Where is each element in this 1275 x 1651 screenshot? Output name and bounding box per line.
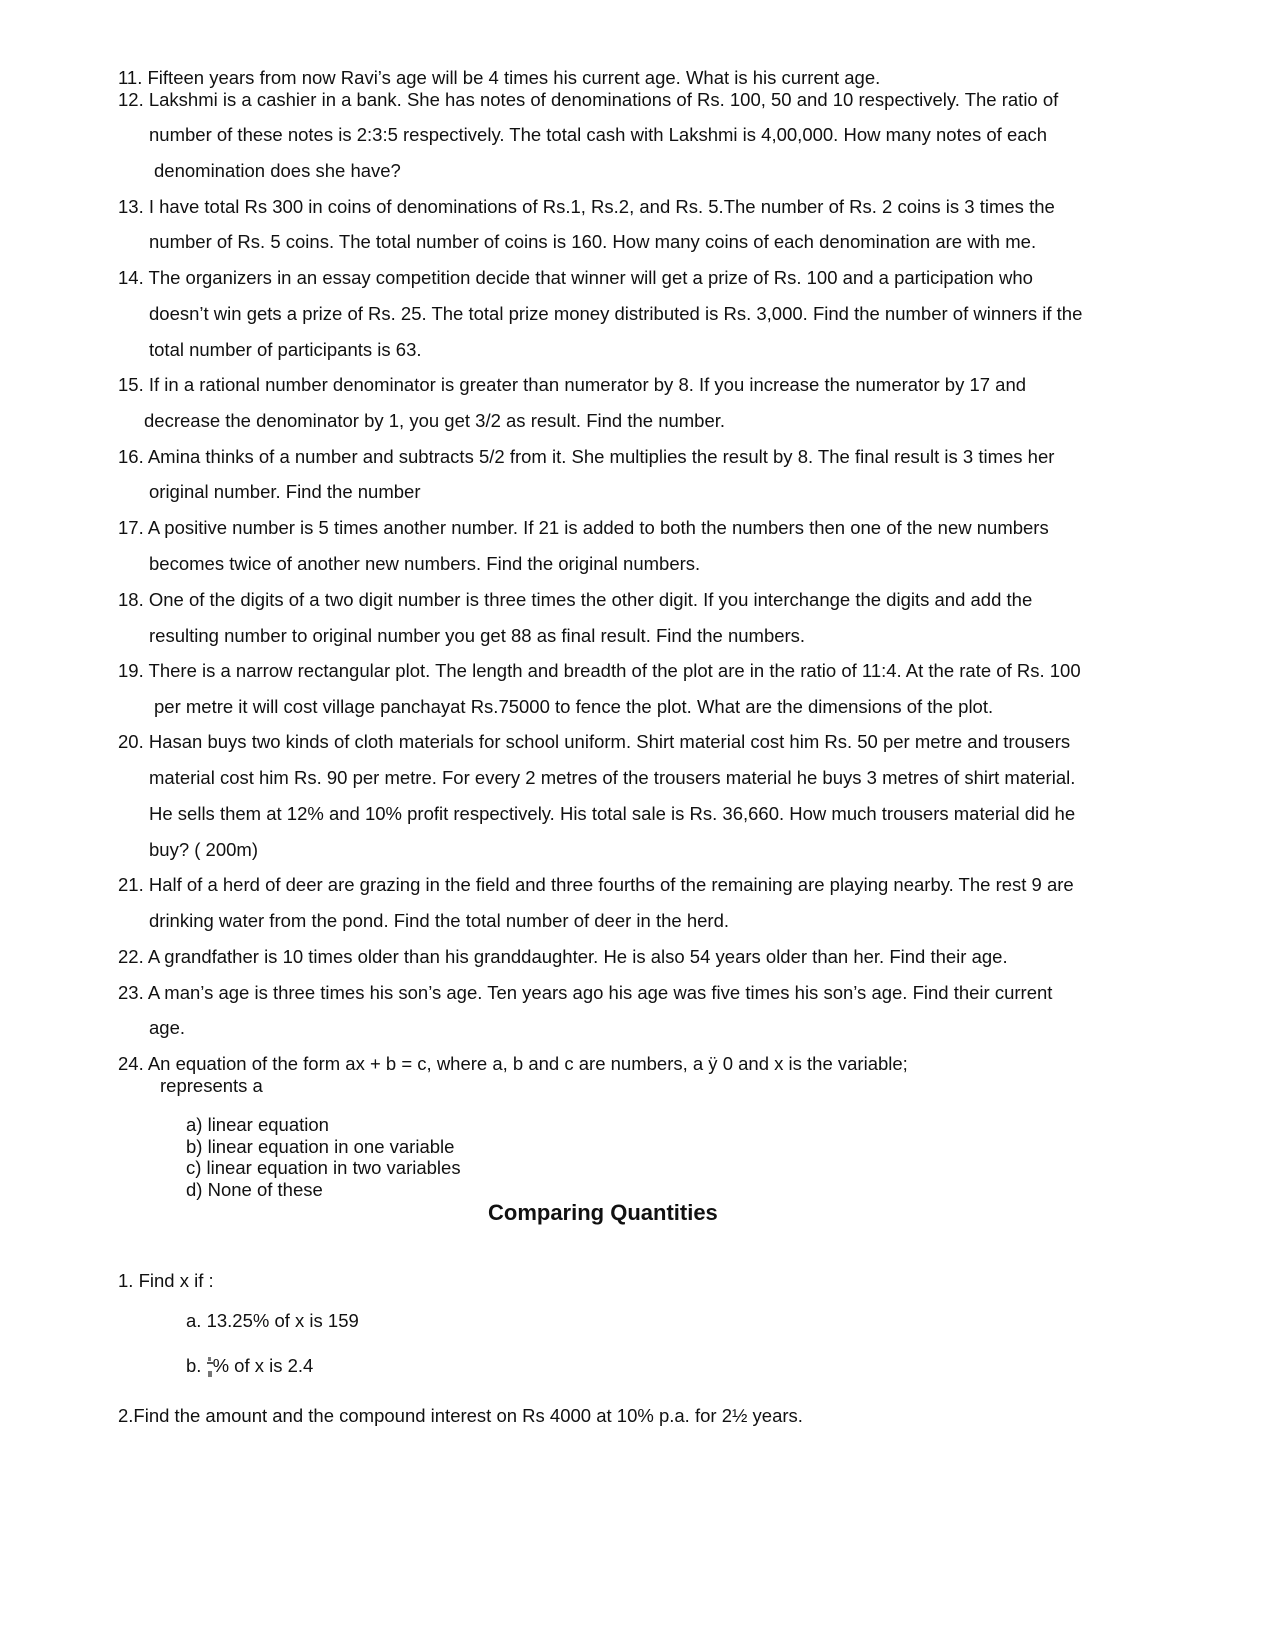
question-20 (118, 731, 1070, 753)
question-15 (118, 374, 1026, 396)
question-number: 22. (118, 946, 144, 967)
question-number: 11. (118, 67, 143, 88)
question-text: Hasan buys two kinds of cloth materials for school uniform. Shirt material cost him Rs. 50 per metre and trousers (148, 731, 1071, 752)
cq-question-1-part-b (186, 1354, 313, 1380)
question-12-line-3: denomination does she have? (154, 160, 401, 181)
question-number: 20. (118, 731, 144, 752)
cq-question-1: 1. Find x if : (118, 1270, 214, 1291)
question-number: 12. (118, 89, 144, 110)
question-16 (118, 446, 1054, 468)
section-title: Comparing Quantities (488, 1200, 718, 1225)
question-text: There is a narrow rectangular plot. The length and breadth of the plot are in the ratio of 11:4. At the rate of Rs. 100 (148, 660, 1081, 681)
question-18 (118, 589, 1032, 611)
question-13 (118, 196, 1055, 218)
option-d: d) None of these (186, 1179, 323, 1200)
question-number: 19. (118, 660, 144, 681)
question-15-line-2: decrease the denominator by 1, you get 3/2 as result. Find the number. (144, 410, 726, 431)
question-16-line-2: original number. Find the number (149, 481, 421, 502)
question-20-line-2: material cost him Rs. 90 per metre. For every 2 metres of the trousers material he buys 3 metres of shirt material. (149, 767, 1076, 788)
question-21-line-2: drinking water from the pond. Find the total number of deer in the herd. (149, 910, 729, 931)
question-text: A man’s age is three times his son’s age. Ten years ago his age was five times his son’s age. Find their current (147, 982, 1053, 1003)
question-text: An equation of the form ax + b = c, where a, b and c are numbers, a ÿ 0 and x is the variable; (147, 1053, 908, 1074)
question-number: 18. (118, 589, 144, 610)
question-14-line-3: total number of participants is 63. (149, 339, 422, 360)
question-21 (118, 874, 1074, 896)
question-23-line-2: age. (149, 1017, 186, 1038)
cq-question-1-part-a: a. 13.25% of x is 159 (186, 1310, 359, 1331)
question-24-line-2: represents a (160, 1075, 263, 1096)
question-19-line-2: per metre it will cost village panchayat Rs.75000 to fence the plot. What are the dimensions of the plot. (154, 696, 994, 717)
question-17-line-2: becomes twice of another new numbers. Find the original numbers. (149, 553, 701, 574)
question-number: 16. (118, 446, 144, 467)
question-22 (118, 946, 1008, 968)
option-a: a) linear equation (186, 1114, 329, 1135)
part-b-label: b. (186, 1355, 202, 1376)
question-19 (118, 660, 1081, 682)
question-text: A positive number is 5 times another number. If 21 is added to both the numbers then one of the new numbers (147, 517, 1049, 538)
question-24 (118, 1053, 908, 1075)
question-14-line-2: doesn’t win gets a prize of Rs. 25. The total prize money distributed is Rs. 3,000. Find the number of winners if the (149, 303, 1083, 324)
question-17 (118, 517, 1049, 539)
question-text: Fifteen years from now Ravi’s age will be 4 times his current age. What is his current age. (147, 67, 881, 88)
question-text: One of the digits of a two digit number is three times the other digit. If you interchange the digits and add the (148, 589, 1033, 610)
question-text: If in a rational number denominator is greater than numerator by 8. If you increase the numerator by 17 and (148, 374, 1027, 395)
question-12-line-2: number of these notes is 2:3:5 respectively. The total cash with Lakshmi is 4,00,000. How many notes of each (149, 124, 1048, 145)
cq-question-2: 2.Find the amount and the compound interest on Rs 4000 at 10% p.a. for 2½ years. (118, 1405, 803, 1426)
question-12 (118, 89, 1058, 111)
question-20-line-3: He sells them at 12% and 10% profit respectively. His total sale is Rs. 36,660. How much trousers material did he (149, 803, 1076, 824)
question-number: 17. (118, 517, 144, 538)
question-number: 21. (118, 874, 144, 895)
question-number: 23. (118, 982, 144, 1003)
question-number: 14. (118, 267, 144, 288)
question-number: 24. (118, 1053, 144, 1074)
question-text: The organizers in an essay competition decide that winner will get a prize of Rs. 100 and a participation who (148, 267, 1033, 288)
question-text: Lakshmi is a cashier in a bank. She has notes of denominations of Rs. 100, 50 and 10 respectively. The ratio of (148, 89, 1059, 110)
option-c: c) linear equation in two variables (186, 1157, 461, 1178)
question-number: 13. (118, 196, 144, 217)
question-text: A grandfather is 10 times older than his granddaughter. He is also 54 years older than her. Find their age. (147, 946, 1008, 967)
question-18-line-2: resulting number to original number you get 88 as final result. Find the numbers. (149, 625, 806, 646)
question-23 (118, 982, 1052, 1004)
question-14 (118, 267, 1033, 289)
question-13-line-2: number of Rs. 5 coins. The total number of coins is 160. How many coins of each denomination are with me. (149, 231, 1037, 252)
question-text: Half of a herd of deer are grazing in the field and three fourths of the remaining are playing nearby. The rest 9 are (148, 874, 1074, 895)
question-11 (118, 67, 880, 89)
question-20-line-4: buy? ( 200m) (149, 839, 258, 860)
part-b-text: % of x is 2.4 (212, 1355, 314, 1376)
question-text: I have total Rs 300 in coins of denominations of Rs.1, Rs.2, and Rs. 5.The number of Rs. 2 coins is 3 times the (148, 196, 1055, 217)
option-b: b) linear equation in one variable (186, 1136, 455, 1157)
question-number: 15. (118, 374, 144, 395)
question-text: Amina thinks of a number and subtracts 5/2 from it. She multiplies the result by 8. The final result is 3 times her (147, 446, 1055, 467)
